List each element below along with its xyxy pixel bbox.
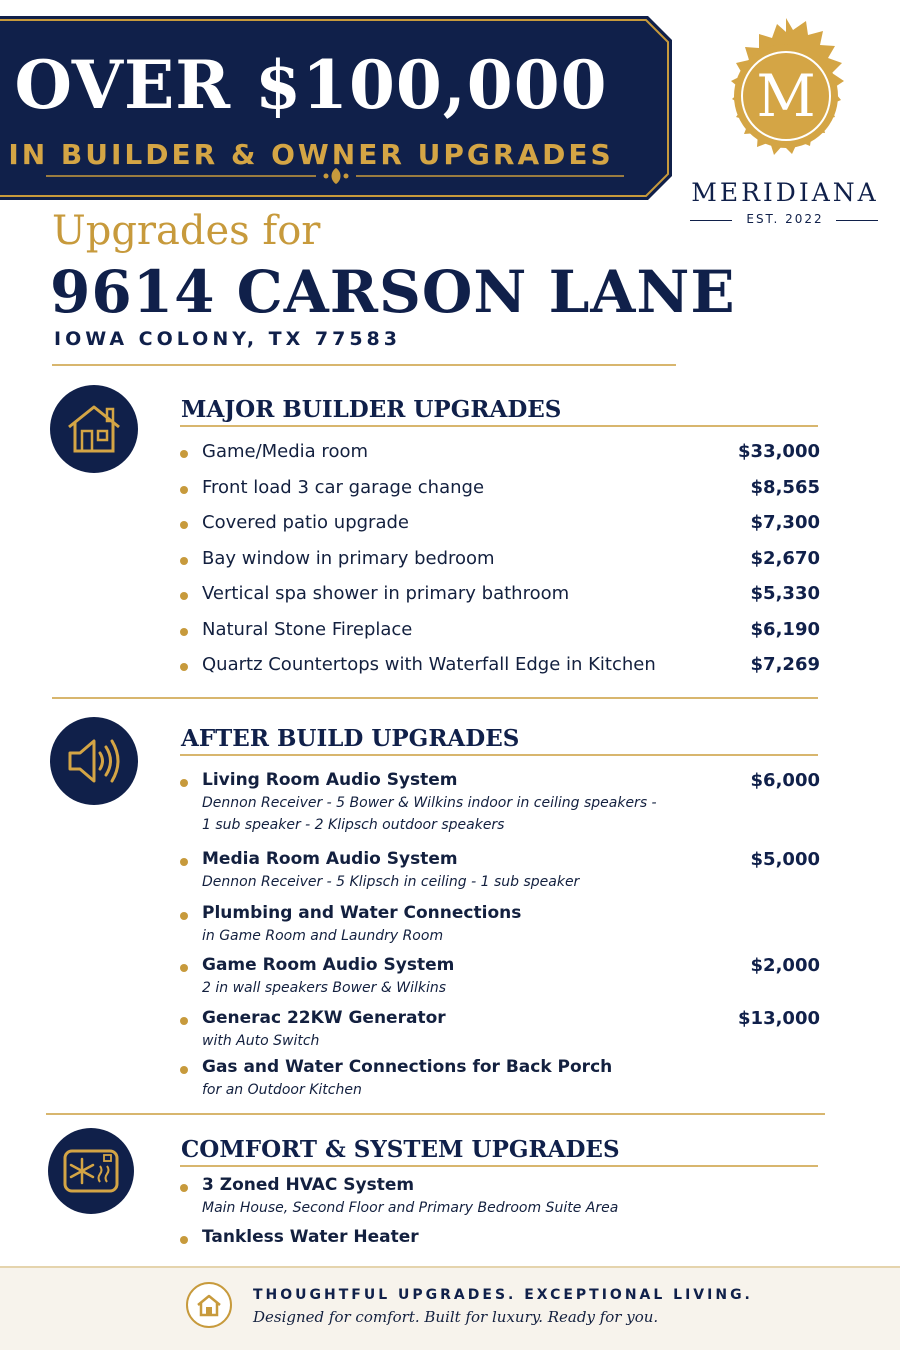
section-title-major: MAJOR BUILDER UPGRADES: [181, 396, 562, 423]
property-city: IOWA COLONY, TX 77583: [54, 328, 401, 350]
list-item: Generac 22KW Generator $13,000 with Auto Switch: [180, 1008, 820, 1054]
list-item: Living Room Audio System $6,000 Dennon Receiver - 5 Bower & Wilkins indoor in ceiling speakers - 1 sub speaker - 2 Klipsch outdoor speakers: [180, 770, 820, 840]
section-title-after-build: AFTER BUILD UPGRADES: [181, 725, 520, 752]
footer-subline: Designed for comfort. Built for luxury. Ready for you.: [253, 1308, 659, 1326]
divider: [180, 1165, 818, 1167]
divider: [52, 364, 676, 366]
svg-text:M: M: [756, 62, 816, 130]
established-text: EST. 2022: [746, 212, 824, 226]
list-item: Tankless Water Heater: [180, 1227, 820, 1253]
list-item: Gas and Water Connections for Back Porch for an Outdoor Kitchen: [180, 1057, 820, 1103]
headline-text: OVER $100,000: [14, 46, 608, 124]
list-item: Game Room Audio System $2,000 2 in wall speakers Bower & Wilkins: [180, 955, 820, 1001]
house-icon: [50, 385, 138, 473]
speaker-icon: [50, 717, 138, 805]
brand-name: MERIDIANA: [691, 178, 879, 207]
house-icon: [186, 1282, 232, 1328]
subheadline-text: IN BUILDER & OWNER UPGRADES: [8, 138, 614, 171]
headline-banner: [0, 16, 672, 200]
divider: [52, 697, 818, 699]
hvac-icon: [48, 1128, 134, 1214]
intro-text: Upgrades for: [52, 208, 321, 254]
section-title-comfort: COMFORT & SYSTEM UPGRADES: [181, 1136, 620, 1163]
list-item: Media Room Audio System $5,000 Dennon Receiver - 5 Klipsch in ceiling - 1 sub speaker: [180, 849, 820, 895]
list-item: 3 Zoned HVAC System Main House, Second Floor and Primary Bedroom Suite Area: [180, 1175, 820, 1221]
list-item: Plumbing and Water Connections in Game Room and Laundry Room: [180, 903, 820, 949]
divider: [180, 754, 818, 756]
property-address: 9614 CARSON LANE: [50, 258, 736, 326]
divider: [180, 425, 818, 427]
divider: [836, 220, 878, 221]
footer-tagline: THOUGHTFUL UPGRADES. EXCEPTIONAL LIVING.: [253, 1287, 753, 1303]
divider: [46, 1113, 825, 1115]
